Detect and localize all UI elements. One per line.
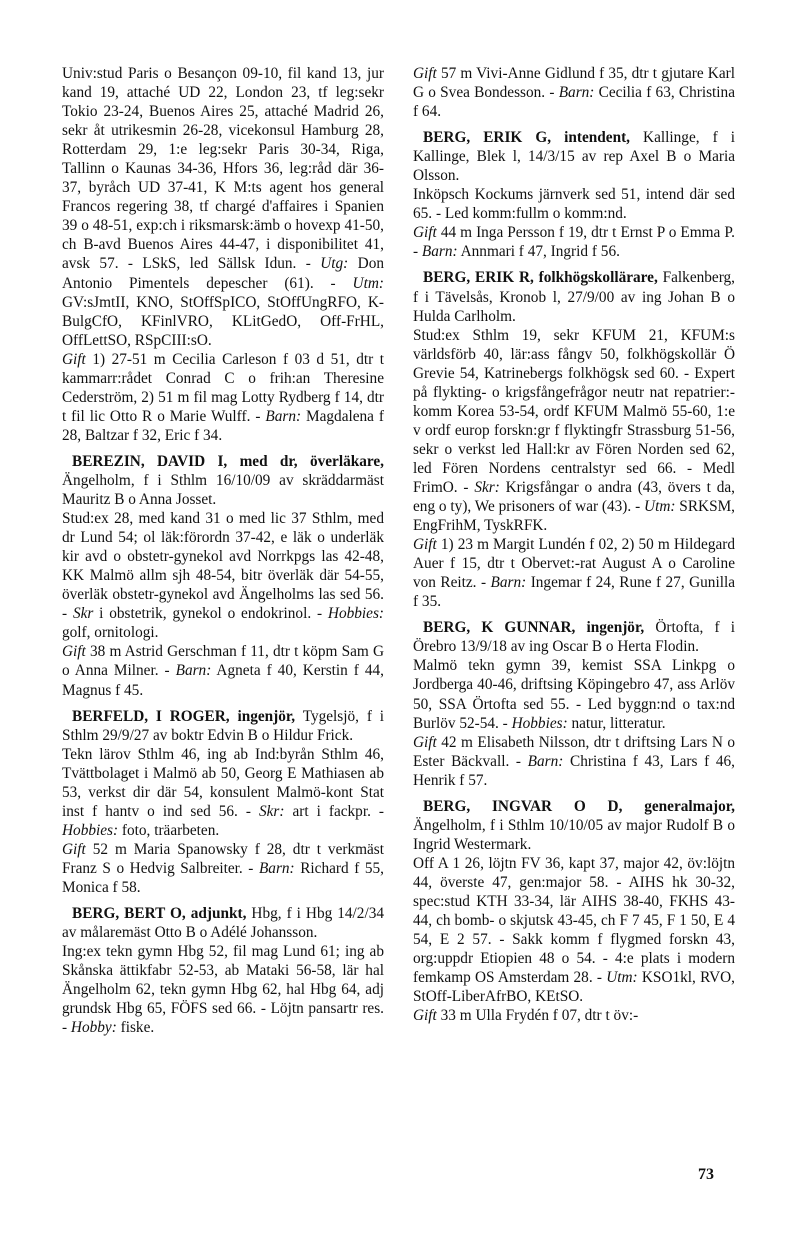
left-column — [62, 64, 384, 1037]
entry-text: 1) 23 m Margit Lundén f 02, 2) 50 m Hildegard Auer f 15, dtr t Obervet:-rat August A o Caroline von Reitz. - — [413, 536, 735, 592]
entry-text: SRKSM, EngFrihM, TyskRFK. — [413, 498, 736, 535]
entry-heading-line — [413, 268, 735, 325]
entry-text: Inköpsch Kockums järnverk sed 51, intend där sed 65. - Led komm:fullm o komm:nd. — [413, 186, 735, 223]
field-label: Barn: — [175, 662, 212, 680]
page-number: 73 — [698, 1166, 714, 1183]
entry-text: Falkenberg, f i Tävelsås, Kronob l, 27/9/00 av ing Johan B o Hulda Carlholm. — [413, 269, 735, 325]
entry-text: Ing:ex tekn gymn Hbg 52, fil mag Lund 61; ing ab Skånska ättikfabr 52-53, ab Mataki 56-58, lär hal Ängelholm 62, tekn gymn Hbg 62, hal Hbg 64, adj grundsk Hbg 65, FÖFS sed 66. - Löjtn pansartr res. - — [62, 943, 384, 1037]
entry-paragraph — [62, 642, 384, 699]
field-label: Hobbies: — [511, 714, 568, 732]
biography-entry — [413, 797, 735, 1026]
entry-text: Ängelholm, f i Sthlm 16/10/09 av skräddarmäst Mauritz B o Anna Josset. — [62, 471, 384, 509]
field-label: Gift — [62, 643, 86, 661]
field-label: Gift — [413, 536, 437, 554]
entry-name: BERG, BERT O, adjunkt, — [72, 905, 247, 923]
entry-name: BERFELD, I ROGER, ingenjör, — [72, 707, 296, 725]
entry-heading-line — [413, 128, 735, 185]
field-label: Barn: — [527, 752, 564, 770]
entry-text: Agneta f 40, Kerstin f 44, Magnus f 45. — [62, 662, 384, 699]
entry-text: Univ:stud Paris o Besançon 09-10, fil kand 13, jur kand 19, attaché UD 22, London 23, tf leg:sekr Tokio 23-24, Buenos Aires 25, attaché Madrid 26, sekr åt utrikesmin 26-28, vicekonsul Hamburg 28, Rotterdam 29, 1:e leg:sekr Paris 30-34, Riga, Tallinn o Kaunas 34-36, Hfors 36, leg:råd där 36-37, byråch UD 37-41, K M:ts agent hos general Francos regering 38, tf chargé d'affaires i Spanien 39 o 48-51, exp:ch i riksmarsk:ämb o hovexp 41-50, ch B-avd Buenos Aires 44-47, i disponibilitet 41, avsk 57. - LSkS, led Sällsk Idun. - — [62, 65, 384, 273]
entry-text: 57 m Vivi-Anne Gidlund f 35, dtr t gjutare Karl G o Svea Bondesson. - — [413, 65, 735, 102]
entry-heading-line — [62, 707, 384, 745]
entry-text: Christina f 43, Lars f 46, Henrik f 57. — [413, 752, 735, 789]
entry-paragraph — [413, 733, 735, 790]
entry-continuation — [62, 64, 384, 445]
entry-text: 44 m Inga Persson f 19, dtr t Ernst P o Emma P. - — [413, 224, 735, 261]
field-label: Barn: — [558, 84, 595, 102]
entry-name: BEREZIN, DAVID I, med dr, överläkare, — [72, 452, 384, 470]
field-label: Utm: — [606, 969, 638, 987]
field-label: Skr — [72, 605, 94, 623]
entry-text: i obstetrik, gynekol o endokrinol. - — [93, 605, 328, 623]
entry-heading-line — [62, 452, 384, 509]
entry-paragraph — [413, 223, 735, 261]
entry-text: Malmö tekn gymn 39, kemist SSA Linkpg o Jordberga 40-46, driftsing Köpingebro 47, ass Arlöv 50, SSA Örtofta sed 55. - Led byggn:nd o tax:nd Burlöv 52-54. - — [413, 657, 735, 732]
field-label: Utm: — [644, 498, 676, 516]
entry-paragraph — [413, 854, 735, 1006]
entry-name: BERG, K GUNNAR, ingenjör, — [423, 619, 645, 637]
entry-name: BERG, ERIK G, intendent, — [423, 129, 631, 147]
entry-text: Stud:ex 28, med kand 31 o med lic 37 Sthlm, med dr Lund 54; ol läk:förordn 37-42, e läk o underläk kir avd o obstetr-gynekol avd Norrkpgs las 42-48, KK Malmö allm sjh 48-54, bitr överläk där 54-55, överläk obstetr-gynekol avd Ängelholms las sed 56. - — [62, 510, 384, 623]
entry-text: 33 m Ulla Frydén f 07, dtr t öv:- — [436, 1007, 639, 1025]
biography-entry — [413, 268, 735, 611]
entry-text: golf, ornitologi. — [62, 624, 159, 642]
entry-name: BERG, INGVAR O D, generalmajor, — [423, 797, 735, 815]
entry-paragraph — [62, 350, 384, 445]
field-label: Gift — [413, 65, 437, 82]
field-label: Skr: — [474, 478, 500, 496]
entry-heading-line — [413, 797, 735, 854]
field-label: Hobbies: — [62, 821, 119, 839]
entry-paragraph — [413, 326, 735, 536]
entry-text: Tekn lärov Sthlm 46, ing ab Ind:byrån Sthlm 46, Tvättbolaget i Malmö ab 50, Georg E Mathiasen ab 53, verkst dir där 54, konsulent Malmö-kont Stat inst f hantv o ind sed 56. - — [62, 745, 384, 820]
entry-text: Annmari f 47, Ingrid f 56. — [457, 243, 620, 261]
field-label: Barn: — [421, 243, 458, 261]
entry-paragraph — [62, 64, 384, 350]
entry-text: 38 m Astrid Gerschman f 11, dtr t köpm Sam G o Anna Milner. - — [62, 643, 384, 680]
field-label: Gift — [62, 350, 86, 368]
biography-entry — [62, 707, 384, 897]
entry-continuation — [413, 64, 735, 121]
entry-paragraph — [62, 509, 384, 642]
entry-text: Cecilia f 63, Christina f 64. — [413, 84, 735, 121]
entry-text: Hbg, f i Hbg 14/2/34 av målaremäst Otto B o Adélé Johansson. — [62, 905, 384, 942]
entry-text: GV:sJmtII, KNO, StOffSpICO, StOffUngRFO, K-BulgCfO, KFinlVRO, KLitGedO, Off-FrHL, OffLettSO, RSpCIII:sO. — [62, 293, 384, 349]
entry-text: KSO1kl, RVO, StOff-LiberAfrBO, KEtSO. — [413, 969, 735, 1006]
field-label: Utm: — [352, 274, 384, 292]
field-label: Gift — [413, 733, 437, 751]
entry-text: Örtofta, f i Örebro 13/9/18 av ing Oscar B o Herta Flodin. — [413, 619, 735, 656]
field-label: Gift — [413, 1007, 437, 1025]
field-label: Gift — [413, 224, 437, 242]
field-label: Utg: — [320, 255, 349, 273]
field-label: Hobbies: — [327, 605, 385, 623]
field-label: Skr: — [258, 802, 285, 820]
entry-text: 42 m Elisabeth Nilsson, dtr t driftsing Lars N o Ester Bäckvall. - — [413, 733, 735, 770]
entry-name: BERG, ERIK R, folkhögskollärare, — [423, 269, 658, 287]
entry-text: Richard f 55, Monica f 58. — [62, 859, 384, 896]
field-label: Barn: — [265, 407, 302, 425]
biography-entry — [413, 618, 735, 789]
entry-paragraph — [413, 1006, 735, 1025]
entry-paragraph — [62, 840, 384, 897]
entry-text: Stud:ex Sthlm 19, sekr KFUM 21, KFUM:s världsförb 40, lär:ass fångv 50, folkhögskollär Ö Grevie 54, Katrinebergs folkhögsk sed 60. - Expert på flykting- o krigsfångefrågor neutr nat repatrier:-komm Korea 53-54, ordf KFUM Malmö 55-60, 1:e v ordf europ forskn:gr f flyktingfr Strassburg 51-56, sekr o verkst led Hall:kr av Fören Norden sed 62, led Fören Nordens centralstyr sed 66. - Medl FrimO. - — [413, 326, 735, 496]
right-column — [413, 64, 735, 1025]
field-label: Barn: — [490, 574, 527, 592]
entry-text: 52 m Maria Spanowsky f 28, dtr t verkmäst Franz S o Hedvig Salbreiter. - — [62, 840, 384, 877]
entry-text: Off A 1 26, löjtn FV 36, kapt 37, major 42, öv:löjtn 44, överste 47, gen:major 58. - AIHS hk 30-32, spec:stud KTH 33-34, lär AIHS 38-40, FKHS 43-44, ch bomb- o skjutsk 43-45, ch F 7 45, F 1 50, E 4 54, E 2 57. - Sakk komm f flygmed forskn 43, org:uppdr Etiopien 48 o 54. - 4:e plats i modern femkamp OS Amsterdam 28. - — [413, 854, 735, 987]
field-label: Gift — [62, 840, 86, 858]
entry-paragraph — [413, 64, 735, 121]
entry-paragraph — [413, 185, 735, 223]
biography-entry — [413, 128, 735, 261]
entry-text: fiske. — [116, 1019, 155, 1037]
entry-paragraph — [413, 535, 735, 611]
biography-entry — [62, 904, 384, 1037]
entry-heading-line — [62, 904, 384, 942]
entry-text: Don Antonio Pimentels depescher (61). - — [62, 255, 384, 292]
entry-text: art i fackpr. - — [284, 802, 385, 820]
field-label: Barn: — [258, 859, 295, 877]
entry-paragraph — [62, 942, 384, 1037]
entry-text: Kallinge, f i Kallinge, Blek l, 14/3/15 av rep Axel B o Maria Olsson. — [413, 129, 735, 185]
entry-text: natur, litteratur. — [567, 714, 666, 732]
entry-text: foto, träarbeten. — [118, 821, 220, 839]
entry-text: Krigsfångar o andra (43, övers t da, eng o ty), We prisoners of war (43). - — [413, 478, 735, 516]
entry-text: Ängelholm, f i Sthlm 10/10/05 av major Rudolf B o Ingrid Westermark. — [413, 816, 735, 853]
entry-paragraph — [62, 745, 384, 840]
biography-entry — [62, 452, 384, 700]
entry-text: Magdalena f 28, Baltzar f 32, Eric f 34. — [62, 407, 384, 444]
field-label: Hobby: — [70, 1019, 117, 1037]
entry-text: Tygelsjö, f i Sthlm 29/9/27 av boktr Edvin B o Hildur Frick. — [62, 707, 384, 744]
entry-text: Ingemar f 24, Rune f 27, Gunilla f 35. — [413, 574, 735, 611]
entry-heading-line — [413, 618, 735, 656]
entry-text: 1) 27-51 m Cecilia Carleson f 03 d 51, dtr t kammarr:rådet Conrad C o frih:an Theresine Cederström, 2) 51 m fil mag Lotty Rydberg f 14, dtr t fil lic Otto R o Marie Wulff. - — [62, 350, 384, 425]
entry-paragraph — [413, 656, 735, 732]
